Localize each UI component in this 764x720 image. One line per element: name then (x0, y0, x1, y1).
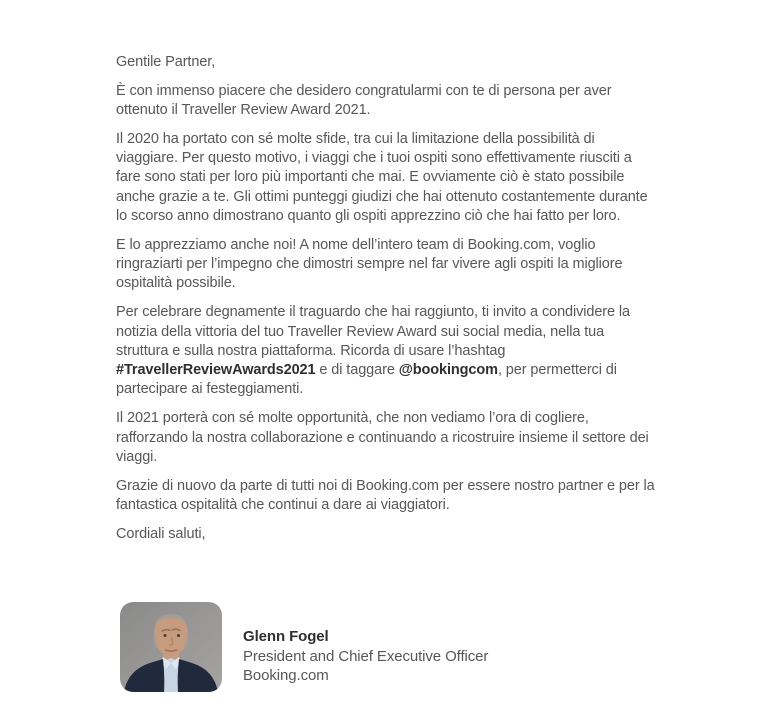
salutation: Gentile Partner, (116, 54, 216, 70)
signature-title: President and Chief Executive Officer (243, 647, 489, 665)
signature-name: Glenn Fogel (243, 628, 329, 646)
signature-block (120, 602, 764, 692)
letter-paragraphs (116, 82, 659, 515)
ceo-portrait-photo (120, 602, 222, 692)
letter-paragraph: È con immenso piacere che desidero congratularmi con te di persona per aver ottenuto il Traveller Review Award 2021. (116, 82, 612, 119)
letter-body (116, 53, 659, 544)
letter-paragraph: E lo apprezziamo anche noi! A nome dell’intero team di Booking.com, voglio ringraziarti per l’impegno che dimostri sempre nel far vivere agli ospiti la migliore ospitalità possibile. (116, 236, 623, 292)
letter-paragraph: Grazie di nuovo da parte di tutti noi di Booking.com per essere nostro partner e per la fantastica ospitalità che continui a dare ai viaggiatori. (116, 477, 655, 513)
signature-company: Booking.com (243, 667, 329, 685)
person-portrait-icon (120, 602, 222, 692)
letter-paragraph: Il 2020 ha portato con sé molte sfide, tra cui la limitazione della possibilità di viaggiare. Per questo motivo, i viaggi che i tuoi ospiti sono effettivamente riusciti a fare sono stati per loro più importanti che mai. E ovviamente ciò è stato possibile anche grazie a te. Gli ottimi punteggi giudizi che hai ottenuto costantemente durante lo scorso anno dimostrano quanto gli ospiti apprezzino ciò che hai fatto per loro. (116, 130, 648, 225)
letter-paragraph: Per celebrare degnamente il traguardo che hai raggiunto, ti invito a condividere la notizia della vittoria del tuo Traveller Review Award sui social media, nella tua struttura e sulla nostra piattaforma. Ricorda di usare l’hashtag #TravellerReviewAwards2021 e di taggare @bookingcom, per permetterci di partecipare ai festeggiamenti. (116, 304, 631, 398)
signature-text (243, 627, 488, 686)
letter-paragraph: Il 2021 porterà con sé molte opportunità, che non vediamo l’ora di cogliere, rafforzando la nostra collaborazione e continuando a ricostruire insieme il settore dei viaggi. (116, 410, 649, 465)
closing: Cordiali saluti, (116, 525, 206, 542)
